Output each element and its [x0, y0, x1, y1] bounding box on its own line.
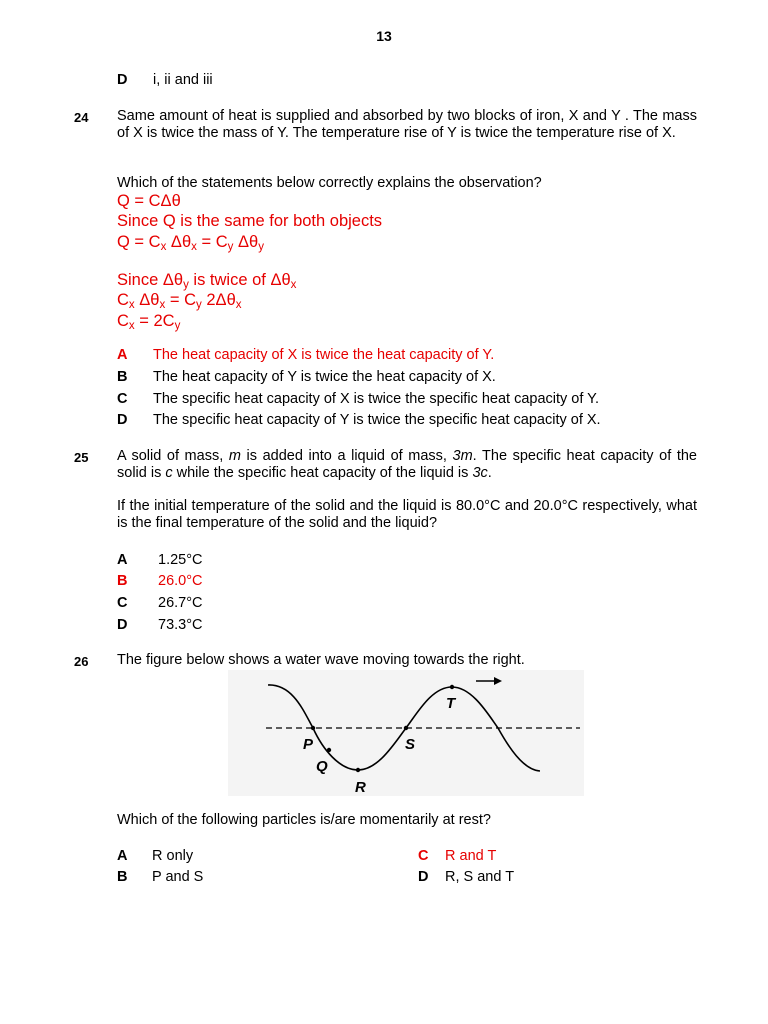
label-t: T — [446, 695, 456, 712]
q24-working-line-1: Q = CΔθ — [117, 192, 181, 210]
particle-q — [327, 748, 331, 752]
q26-option-a[interactable]: A R only — [117, 848, 194, 864]
q25-option-d[interactable]: D 73.3°C — [117, 617, 203, 633]
q23-option-text-d: i, ii and iii — [153, 72, 213, 88]
q26-number: 26 — [74, 654, 89, 669]
particle-s — [404, 726, 408, 730]
q24-stem: Same amount of heat is supplied and absorbed by two blocks of iron, X and Y . The mass of X is twice the mass of Y. The temperature rise of Y is twice the temperature rise of X. — [117, 108, 697, 141]
q26-option-c[interactable]: C R and T — [418, 848, 497, 864]
label-q: Q — [316, 758, 328, 775]
q24-option-a[interactable]: A The heat capacity of X is twice the heat capacity of Y. — [117, 347, 495, 363]
q25-question: If the initial temperature of the solid and the liquid is 80.0°C and 20.0°C respectively, what is the final temperature of the solid and the liquid? — [117, 498, 697, 531]
q26-question: Which of the following particles is/are momentarily at rest? — [117, 812, 491, 828]
wave-figure — [228, 670, 584, 796]
figure-background — [228, 670, 584, 796]
q26-option-b[interactable]: B P and S — [117, 869, 204, 885]
q24-option-d[interactable]: D The specific heat capacity of Y is twice the specific heat capacity of X. — [117, 412, 601, 428]
label-r: R — [355, 779, 366, 796]
q24-working-line-6: $C_x = 2C_y$ — [117, 312, 181, 332]
q24-number: 24 — [74, 110, 89, 125]
q25-number: 25 — [74, 450, 89, 465]
q26-option-d[interactable]: D R, S and T — [418, 869, 515, 885]
q24-option-b[interactable]: B The heat capacity of Y is twice the heat capacity of X. — [117, 369, 496, 385]
q24-question: Which of the statements below correctly explains the observation? — [117, 175, 542, 191]
q23-option-letter-d: D — [117, 72, 128, 88]
label-p: P — [303, 736, 314, 753]
q24-option-c[interactable]: C The specific heat capacity of X is twice the specific heat capacity of Y. — [117, 391, 599, 407]
particle-r — [356, 768, 360, 772]
q24-working-line-3: $Q = C_x$ $\Delta\theta_x = C_y$ $\Delta\theta_y$ — [117, 233, 265, 253]
q25-stem: A solid of mass, m is added into a liquid of mass, 3m. The specific heat capacity of the solid is c while the specific heat capacity of the liquid is 3c. — [117, 448, 697, 481]
particle-t — [450, 685, 454, 689]
q24-working-line-5: $C_x$ $\Delta\theta_x = C_y$ $2\Delta\theta_x$ — [117, 291, 242, 311]
q24-working-line-2: Since Q is the same for both objects — [117, 212, 383, 230]
q25-option-c[interactable]: C 26.7°C — [117, 595, 203, 611]
page-number: 13 — [376, 28, 392, 44]
q25-option-a[interactable]: A 1.25°C — [117, 552, 203, 568]
q25-option-b[interactable]: B 26.0°C — [117, 573, 203, 589]
q24-working-line-4: Since $\Delta\theta_y$ is twice of $\Delta\theta_x$ — [117, 271, 297, 291]
label-s: S — [405, 736, 416, 753]
q26-stem: The figure below shows a water wave moving towards the right. — [117, 652, 525, 668]
particle-p — [311, 726, 315, 730]
